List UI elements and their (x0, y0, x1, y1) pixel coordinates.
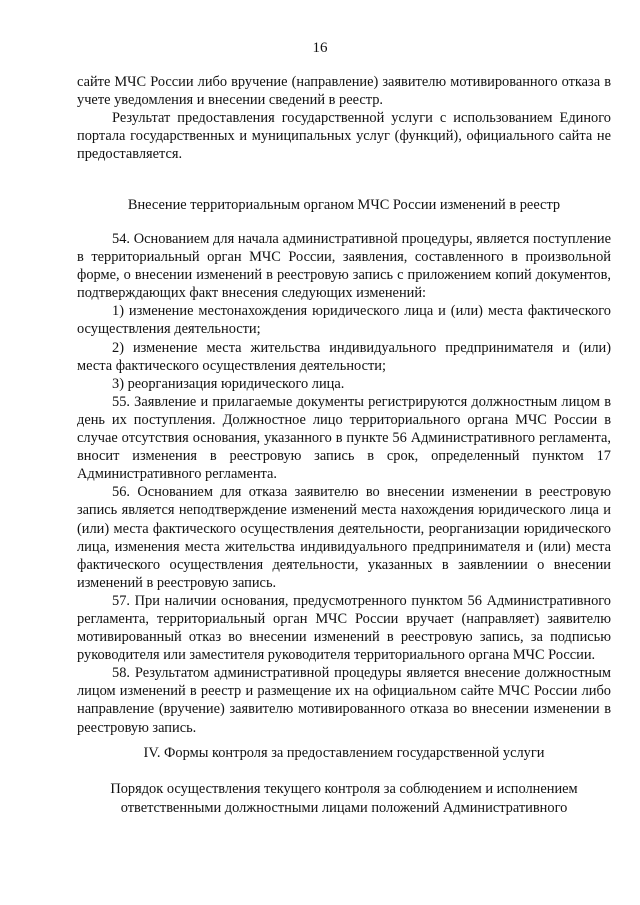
paragraph-54: 54. Основанием для начала административной процедуры, является поступление в территориальный орган МЧС России, заявления, составленного в произвольной форме, о внесении изменений в реестровую запись с приложением копий документов, подтверждающих факт внесения следующих изменений: (77, 231, 611, 302)
main-text-block (77, 230, 611, 737)
list-item-1: 1) изменение местонахождения юридического лица и (или) места фактического осуществления деятельности; (77, 303, 611, 338)
list-item-3: 3) реорганизация юридического лица. (112, 375, 345, 392)
top-text-block (77, 73, 611, 163)
paragraph-58: 58. Результатом административной процедуры является внесение должностным лицом изменений в реестр и размещение их на официальном сайте МЧС России либо направление (вручение) заявителю мотивированного отказа во внесении изменении в реестровую запись. (77, 665, 611, 736)
paragraph: сайте МЧС России либо вручение (направление) заявителю мотивированного отказа в учете уведомления и внесении сведений в реестр. (77, 74, 611, 109)
chapter-heading: IV. Формы контроля за предоставлением государственной услуги (143, 745, 545, 761)
paragraph-57: 57. При наличии основания, предусмотренного пунктом 56 Административного регламента, территориальный орган МЧС России вручает (направляет) заявителю мотивированный отказ во внесении изменений в реестровую запись, за подписью руководителя или заместителя руководителя территориального органа МЧС России. (77, 592, 611, 664)
page-number: 16 (312, 40, 328, 56)
list-item-2: 2) изменение места жительства индивидуального предпринимателя и (или) места фактического осуществления деятельности; (77, 339, 611, 374)
paragraph-56: 56. Основанием для отказа заявителю во внесении изменении в реестровую запись является неподтверждение изменений места нахождения юридического лица и (или) места фактического осуществления деятельности, реорганизации юридического лица, изменения места жительства индивидуального предпринимателя и (или) места фактического осуществления деятельности, указанных в заявлениии о внесении изменений в реестровую запись. (77, 484, 611, 591)
paragraph-55: 55. Заявление и прилагаемые документы регистрируются должностным лицом в день их поступления. Должностное лицо территориального органа МЧС России в случае отсутствия основания, указанного в пункте 56 Административного регламента, вносит изменения в реестровую запись в срок, определенный пунктом 17 Административного регламента. (77, 393, 611, 483)
paragraph: Результат предоставления государственной услуги с использованием Единого портала государственных и муниципальных услуг (функций), официального сайта не предоставляется. (77, 110, 611, 163)
subheading: Порядок осуществления текущего контроля за соблюдением и исполнением ответственными должностными лицами положений Административного (110, 781, 578, 816)
section-heading: Внесение территориальным органом МЧС России изменений в реестр (127, 197, 561, 213)
